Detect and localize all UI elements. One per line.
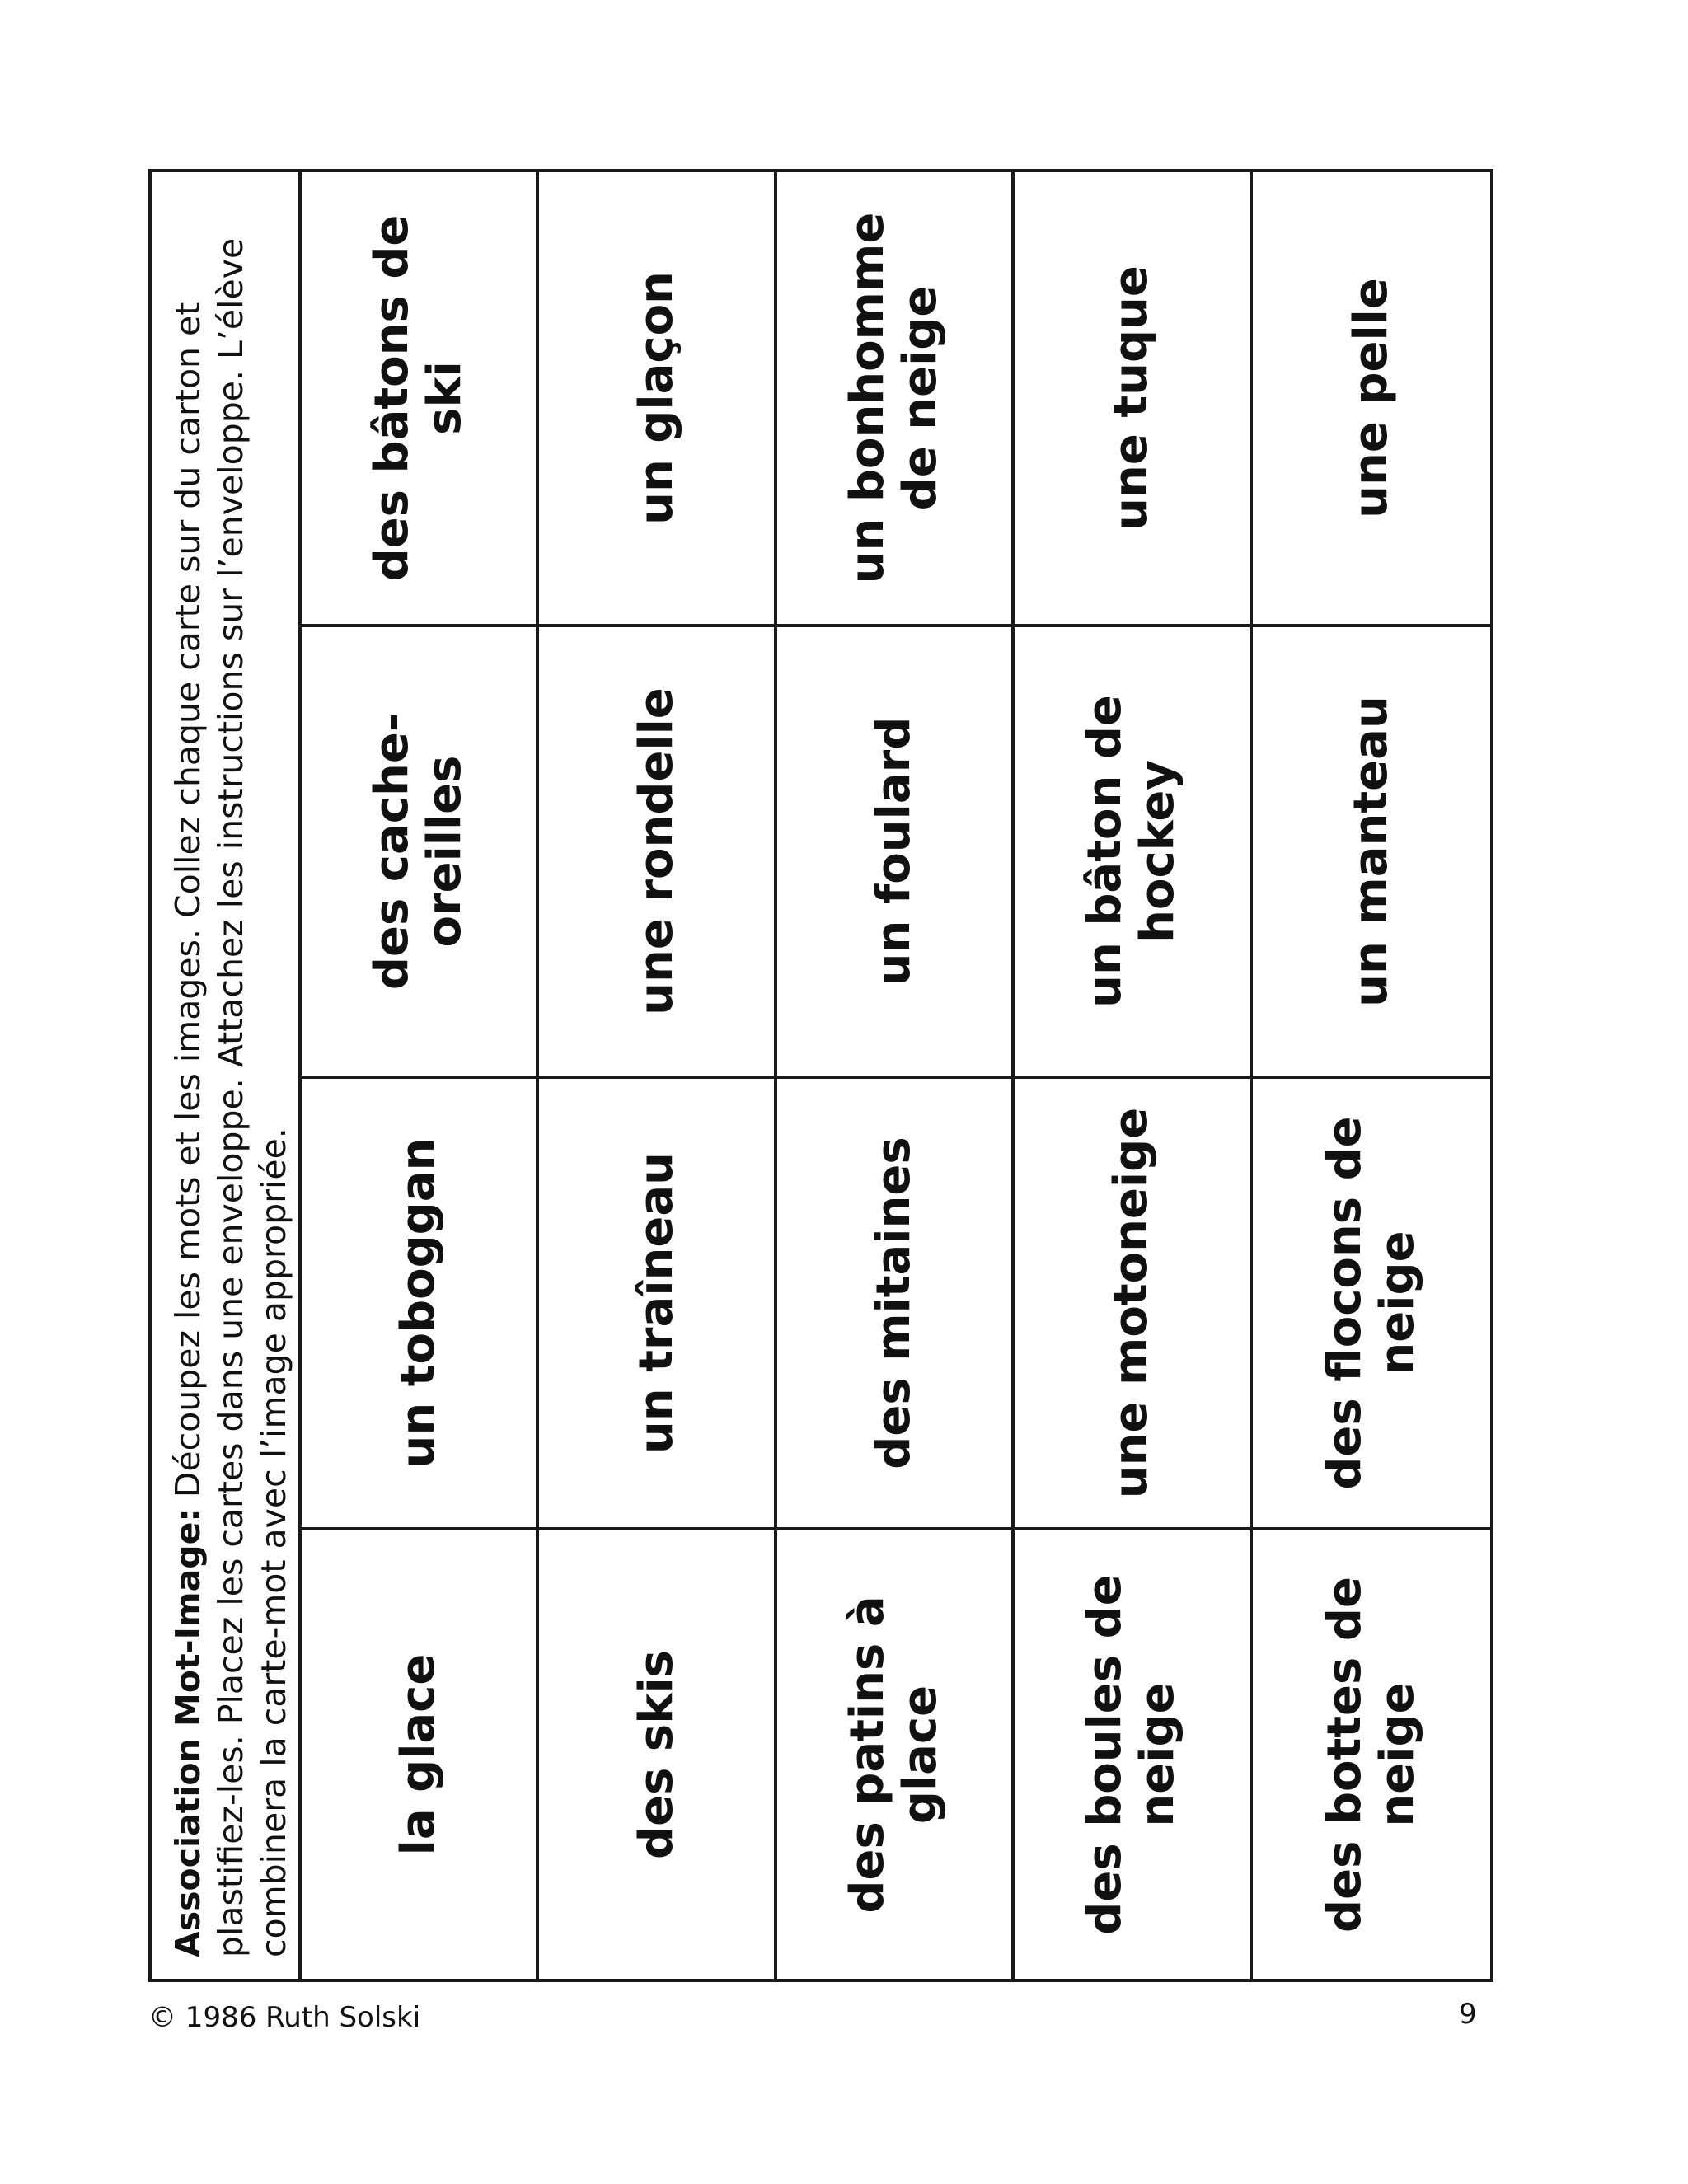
word-card-label: des mitaines	[866, 1137, 921, 1469]
word-card-label: la glace	[392, 1653, 446, 1856]
word-card	[1253, 1076, 1490, 1527]
word-card	[777, 1076, 1015, 1527]
word-card-grid	[302, 172, 1490, 1979]
word-card-label: un bâton de hockey	[1078, 695, 1185, 1008]
word-card	[1015, 1076, 1252, 1527]
word-card-label: des bâtons de ski	[365, 214, 472, 582]
word-card	[1253, 624, 1490, 1076]
page-number: 9	[1459, 1998, 1477, 2031]
word-card	[302, 624, 539, 1076]
word-card	[302, 172, 539, 624]
word-card-label: des patins à glace	[840, 1596, 947, 1914]
word-card	[1253, 172, 1490, 624]
word-card	[1015, 1527, 1252, 1979]
word-card-label: un toboggan	[392, 1137, 446, 1469]
word-card	[777, 624, 1015, 1076]
word-card-label: un glaçon	[629, 271, 683, 525]
word-card	[539, 172, 776, 624]
word-card-label: une motoneige	[1104, 1107, 1159, 1499]
word-card	[1015, 624, 1252, 1076]
word-card	[302, 1076, 539, 1527]
word-card-label: une rondelle	[629, 687, 683, 1015]
rotated-content	[148, 169, 1493, 1982]
word-card-label: un foulard	[866, 716, 921, 987]
word-card-label: des cache-oreilles	[365, 712, 472, 991]
word-card	[1015, 172, 1252, 624]
word-card	[539, 1527, 776, 1979]
word-card	[302, 1527, 539, 1979]
instructions-title: Association Mot-Image:	[168, 1508, 208, 1957]
word-card-label: une tuque	[1104, 265, 1159, 531]
word-card	[777, 172, 1015, 624]
word-card-label: un bonhomme de neige	[840, 212, 947, 584]
word-card	[1253, 1527, 1490, 1979]
word-card-label: un traîneau	[629, 1151, 683, 1455]
copyright-notice: © 1986 Ruth Solski	[148, 2001, 421, 2034]
word-card-label: des skis	[629, 1650, 683, 1859]
instructions-box	[152, 172, 302, 1979]
instructions-text: Découpez les mots et les images. Collez chaque carte sur du carton et plastifiez-les. Placez les cartes dans une enveloppe. Attachez les instructions sur l’enveloppe. L’élève combinera la carte-mot avec l’image appropriée.	[168, 237, 293, 1957]
word-card-label: une pelle	[1343, 278, 1398, 518]
word-card-label: des boules de neige	[1078, 1574, 1185, 1935]
word-card	[777, 1527, 1015, 1979]
word-card	[539, 624, 776, 1076]
card-sheet	[148, 169, 1493, 1982]
card-sheet-frame	[148, 169, 1493, 1982]
word-card-label: un manteau	[1343, 696, 1398, 1007]
word-card	[539, 1076, 776, 1527]
word-card-label: des bottes de neige	[1317, 1577, 1424, 1933]
word-card-label: des flocons de neige	[1317, 1116, 1424, 1490]
